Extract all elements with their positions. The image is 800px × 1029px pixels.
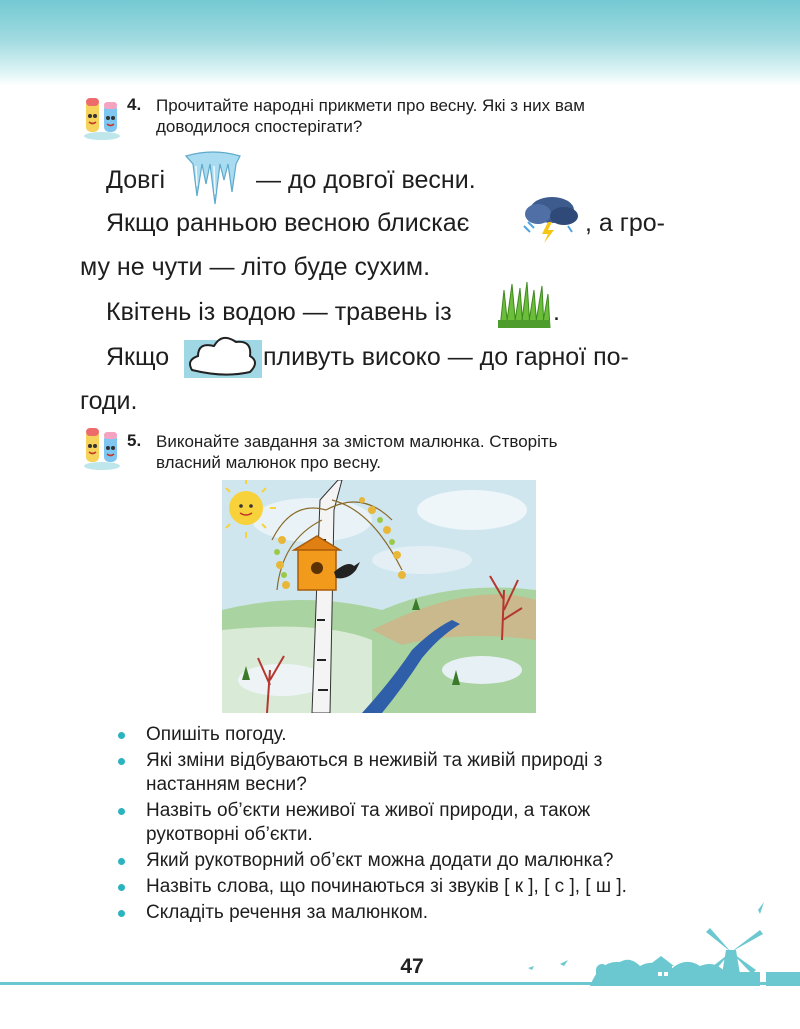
task-5-instruction-line1: Виконайте завдання за змістом малюнка. Створіть: [156, 432, 558, 451]
sign-2-end: му не чути — літо буде сухим.: [80, 253, 431, 281]
spring-scene-illustration: [222, 480, 536, 713]
list-item: Назвіть об’єкти неживої та живої природи, а також рукотворні об’єкти.: [118, 799, 688, 847]
sign-1-start: Довгі: [106, 166, 166, 194]
task-5-number: 5.: [127, 431, 142, 450]
bullet-dot: [118, 758, 125, 765]
windmill-landscape-icon: [520, 900, 800, 986]
bullet-dot: [118, 858, 125, 865]
cloud-icon: [184, 326, 262, 378]
bullet-dot: [118, 884, 125, 891]
list-item: Опишіть погоду.: [118, 723, 688, 747]
header-band: [0, 0, 800, 86]
icicles-icon: [184, 150, 242, 208]
sign-3-start: Квітень із водою — травень із: [106, 298, 452, 326]
sign-1-end: — до довгої весни.: [256, 166, 476, 194]
sign-3-end: .: [553, 298, 560, 326]
task-4-number: 4.: [127, 95, 142, 114]
pencils-mascot-icon: [80, 424, 124, 470]
thunderstorm-icon: [520, 192, 580, 244]
list-item: Назвіть слова, що починаються зі звуків [ к ], [ с ], [ ш ].: [118, 875, 688, 899]
list-item: Який рукотворний об’єкт можна додати до малюнка?: [118, 849, 688, 873]
task-4-instruction-line2: доводилося спостерігати?: [156, 117, 363, 136]
page-number: 47: [400, 955, 424, 978]
bullet-dot: [118, 808, 125, 815]
sign-4-end: годи.: [80, 387, 138, 415]
grass-icon: [496, 280, 552, 328]
bullet-dot: [118, 732, 125, 739]
list-item: Складіть речення за малюнком.: [118, 901, 688, 925]
task-5-questions-list: [118, 723, 688, 927]
sign-4-middle: пливуть високо — до гарної по-: [263, 343, 629, 371]
pencils-mascot-icon: [80, 94, 124, 140]
sign-2-middle: , а гро-: [585, 209, 665, 237]
bullet-dot: [118, 910, 125, 917]
sign-2-start: Якщо ранньою весною блискає: [106, 209, 470, 237]
sign-4-start: Якщо: [106, 343, 170, 371]
list-item: Які зміни відбуваються в неживій та живій природі з настанням весни?: [118, 749, 688, 797]
task-5-instruction-line2: власний малюнок про весну.: [156, 453, 381, 472]
task-4-instruction-line1: Прочитайте народні прикмети про весну. Які з них вам: [156, 96, 585, 115]
